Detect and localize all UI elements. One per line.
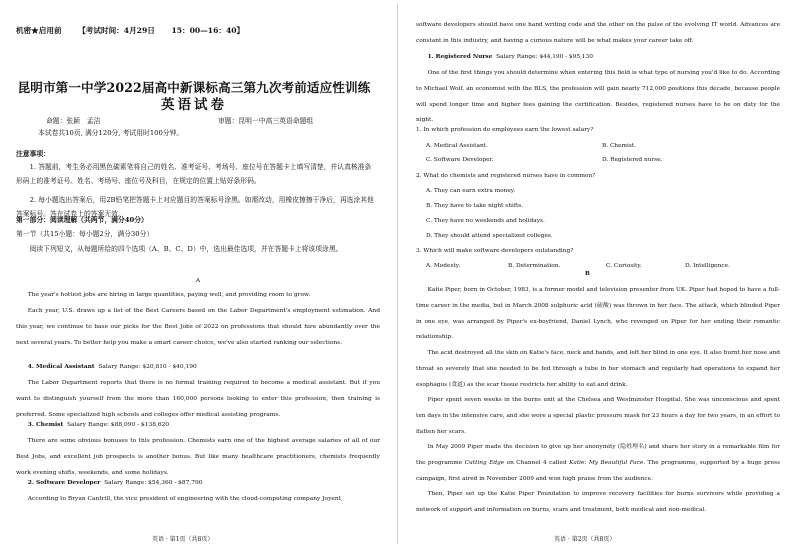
- q1-option-a: A. Medical Assistant.: [426, 143, 488, 149]
- job-3-heading: [16, 417, 372, 433]
- job-2-title: 2. Software Developer: [27, 479, 101, 486]
- job-1-salary: Salary Range: $44,190 - $95,130: [496, 54, 593, 60]
- question-1: 1. In which profession do employees earn the lowest salary?: [416, 127, 594, 133]
- instruction: 阅读下列短文，从每题所给的四个选项（A、B、C、D）中，选出最佳选项，并在答题卡上将该项涂黑。: [29, 245, 343, 253]
- job-2-text: According to Bryan Cantrill, the vice president of engineering with the cloud-computing company Joyent,: [27, 496, 343, 502]
- job-3-text: There are some obvious bonuses to this profession. Chemists earn one of the highest average salaries of all of our Best Jobs, and excellent job prospects is another bonus. But like many healthcare practitioners, chemists frequently work evening shifts, weekends, and some holidays.: [16, 438, 380, 477]
- note-1: 1. 答题前，考生务必用黑色碳素笔将自己的姓名、准考证号、考场号、座位号在答题卡上填写清楚，并认真核准条形码上的准考证号、姓名、考场号、座位号及科目，在规定的位置上贴好条形码。: [16, 163, 372, 185]
- job-3-salary: Salary Range: $88,090 - $138,620: [66, 422, 170, 428]
- q2-option-c: C. They have no weekends and holidays.: [426, 218, 545, 224]
- paper-title: 昆明市第一中学2022届高中新课标高三第九次考前适应性训练: [17, 80, 371, 95]
- paper-subtitle: 英语试卷: [161, 97, 227, 113]
- exam-header: [16, 25, 258, 36]
- question-2: 2. What do chemists and registered nurses have in common?: [416, 173, 596, 179]
- question-3: 3. Which will make software developers outstanding?: [416, 248, 574, 254]
- intro: 本试卷共10页, 满分120分, 考试用时100分钟。: [38, 129, 184, 137]
- passage-b-para-3: Piper spent seven weeks in the burns unit at the Chelsea and Westminster Hospital. She was unconscious and spent ten days in the intensive care, and she wore a special plastic pressure mask for 23 hours a day for two years, in an effort to flatten her scars.: [416, 397, 780, 435]
- passage-a-label: A: [195, 278, 201, 284]
- q2-option-d: D. They should attend specialized colleges.: [426, 233, 553, 239]
- job-4-title: 4. Medical Assistant: [27, 363, 95, 370]
- q1-option-b: B. Chemist.: [602, 143, 637, 149]
- q3-option-d: D. Intelligence.: [685, 263, 730, 269]
- passage-b-label: B: [585, 271, 590, 277]
- q3-option-a: A. Modesty.: [426, 263, 461, 269]
- notes-title: 注意事项：: [16, 150, 50, 158]
- part1-heading: 第一部分：阅读理解（共两节，满分40分）: [16, 216, 148, 224]
- passage-b-para-4: [416, 440, 780, 487]
- q3-option-c: C. Curiosity.: [606, 263, 642, 269]
- job-4-salary: Salary Range: $20,810 - $40,190: [98, 364, 197, 370]
- passage-b-para-4a: In May 2009 Piper made the decision to give up her anonymity (隐姓埋名) and share her story in a remarkable film for the programme: [416, 444, 780, 466]
- secret-label: 机密★启用前: [16, 26, 62, 35]
- job-2-continued: software developers should have one hand writing code and the other on the pulse of the evolving IT world. Advances are constant in this industry, and having a curious nature will be what makes your career take off.: [416, 22, 780, 44]
- reviewer: 审题：昆明一中高三英语命题组: [218, 117, 314, 125]
- job-4-text: The Labor Department reports that there is no formal training required to become a medical assistant. But if you want to distinguish yourself from the more than 160,000 persons looking to enter this profession, then training is preferred. Some specialized high schools and colleges offer medical assisting programs.: [16, 380, 380, 419]
- job-3-title: 3. Chemist: [27, 421, 64, 428]
- passage-a-para-2: Each year, U.S. draws up a list of the Best Careers based on the Labor Department's employment estimation. And this year, we continue to base our picks for the Best Jobs of 2022 on professions that should hire abundantly over the next several years. To better help you make a smart career choice, we've also started ranking our selections.: [16, 308, 380, 347]
- job-2-salary: Salary Range: $54,360 - $87,790: [104, 480, 203, 486]
- job-1-heading: [416, 50, 772, 66]
- exam-time: 【考试时间：4月29日: [78, 26, 155, 35]
- passage-a-intro: The year's hottest jobs are hiring in large quantities, paying well, and providing room to grow.: [27, 292, 311, 298]
- footer-left: 英语 · 第1页（共8页）: [152, 536, 214, 543]
- q2-option-a: A. They can earn extra money.: [426, 188, 516, 194]
- footer-right: 英语 · 第2页（共8页）: [554, 536, 616, 543]
- job-1-title: 1. Registered Nurse: [427, 54, 493, 60]
- job-1-text: One of the first things you should determine when entering this field is what type of nursing you'd like to do. According to Michael Wolf, an economist with the BLS, the profession will gain nearly 712,000 positions this decade, because people will spend longer time and higher fees gaining the certification. Besides, registered nurses have to be on duty for the night.: [416, 70, 780, 124]
- passage-b-para-4b: on Channel 4 called: [504, 459, 570, 466]
- job-2-heading: [16, 475, 372, 491]
- passage-b-para-4c: . The programme, supported by a huge press campaign, first aired in November 2009 and won high praise from the audience.: [416, 459, 780, 482]
- q1-option-c: C. Software Developer.: [426, 157, 494, 163]
- passage-b-para-2: The acid destroyed all the skin on Katie's face, neck and hands, and left her blind in one eye. It also burnt her nose and throat so severely that she needed to be fed through a tube in her stomach and regularly had operations to expand her esophagus (食道) as the scar tissue restricts her ability to eat and drink.: [416, 350, 780, 388]
- right-page: [402, 0, 794, 550]
- q1-option-d: D. Registered nurse.: [602, 157, 663, 163]
- q3-option-b: B. Determination.: [508, 263, 561, 269]
- passage-b-para-5: Then, Piper set up the Katie Piper Foundation to improve recovery facilities for burns survivors while providing a network of support and information on burns, scars and treatment, both medical and non-medical.: [416, 491, 780, 513]
- page-divider: [397, 4, 398, 544]
- note-2: 2. 每小题选出答案后，用2B铅笔把答题卡上对应题目的答案标号涂黑。如需改动，用橡皮擦擦干净后，再选涂其他答案标号。答在试卷上的答案无效。: [16, 196, 374, 218]
- q2-option-b: B. They have to take night shifts.: [426, 203, 524, 209]
- job-4-heading: [16, 359, 372, 375]
- authors: 命题：张颖 孟洁: [46, 117, 101, 125]
- show-name: Cutting Edge: [464, 459, 505, 466]
- exam-clock: 15：00—16：40】: [171, 26, 245, 35]
- film-name: Katie: My Beautiful Face: [569, 459, 644, 466]
- left-page: [0, 0, 388, 550]
- section1-heading: 第一节（共15小题：每小题2分，满分30分）: [16, 230, 154, 238]
- passage-b-para-1: Katie Piper, born in October, 1983, is a former model and television presenter from UK. Piper had hoped to have a full-time career in the media, but in March 2008 sulphuric acid (硫酸) was thrown in her face. The attack, which blinded Piper in one eye, was arranged by Piper's ex-boyfriend, Daniel Lynch, who revenged on Piper for her ending their romantic relationship.: [416, 287, 780, 341]
